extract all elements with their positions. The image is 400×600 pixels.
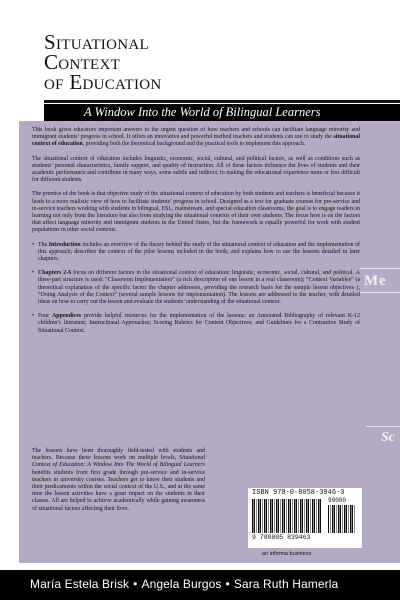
bullet-icon: • xyxy=(32,270,35,277)
barcode-bar xyxy=(355,505,356,533)
barcode-bar xyxy=(312,499,314,533)
closing-paragraph: The lessons have been thoroughly field-tested with students and teachers. Because these lessons work on multiple levels, Situational Context of Education: A Window Into The World of Bilingual Learners benefits students from first grade through pre-service and in-service teachers in university courses. Teachers get to know their students and their predicaments within the social context of the U.S., and at the same time the lesson activities have a great impact on the students in their classes. All are helped to achieve academically while gaining awareness of situational factors affecting their lives. xyxy=(32,448,205,512)
barcode-bar xyxy=(311,499,312,533)
decorative-line xyxy=(366,426,400,427)
barcode-bar xyxy=(332,505,334,533)
barcode-bar xyxy=(288,499,290,533)
barcode-bar xyxy=(258,499,260,533)
book-title-line: Context xyxy=(44,50,121,74)
barcode-bar xyxy=(340,505,341,533)
barcode-bar xyxy=(296,499,297,533)
book-title-line: of Education xyxy=(44,70,162,94)
contents-list xyxy=(32,242,360,335)
barcode-bar xyxy=(299,499,300,533)
author-name: Angela Burgos xyxy=(141,577,222,591)
decorative-line xyxy=(360,268,400,269)
barcode-bar xyxy=(334,505,335,533)
barcode-bar xyxy=(343,505,344,533)
barcode-bar xyxy=(287,499,288,533)
barcode-bar xyxy=(305,499,306,533)
separator-icon: • xyxy=(225,577,230,591)
barcode-bar xyxy=(314,499,315,533)
description-text xyxy=(32,127,360,342)
paragraph: This book gives educators important answers to the urgent question of how teachers and schools can facilitate language minority and immigrant students’ progress in school. It offers an innovative and powerful method teachers and students can use to study the situational context of education, providing both the theoretical background and the practical tools to implement this approach. xyxy=(32,127,360,148)
paragraph: The situational context of education includes linguistic, economic, social, cultural, and political factors, as well as conditions such as students’ personal characteristics, family support, and quality of instruction. All of these factors influence the lives of students and their academic performance and contribute in many ways, some subtle and indirect, to making the educational experience more or less difficult for different students. xyxy=(32,155,360,184)
barcode-bar xyxy=(352,505,353,533)
barcode-bar xyxy=(260,499,261,533)
barcode-addon-icon xyxy=(328,505,356,533)
list-item: • The Introduction includes an overview of the theory behind the study of the situational context of education and the implementation of this approach; describes the context of the pilot lessons included in the book; and explains how to use the lessons detailed in later chapters. xyxy=(32,241,360,263)
barcode-bar xyxy=(328,505,329,533)
barcode-bar xyxy=(350,505,352,533)
barcode-bar xyxy=(276,499,278,533)
barcode-bar xyxy=(272,499,273,533)
list-item: • Four Appendices provide helpful resources for the implementation of the lessons: an Annotated Bibliography of relevant K-12 children’s literature; Instructional Approaches; Scoring Rubrics for Content Objectives; and Guidelines for a Contrastive Study of Situational Context. xyxy=(32,313,360,334)
decorative-line xyxy=(360,292,400,293)
barcode-bar xyxy=(275,499,276,533)
author-name: María Estela Brisk xyxy=(30,577,130,591)
price-code: 90000 xyxy=(328,497,347,504)
barcode-bar xyxy=(263,499,264,533)
barcode-bar xyxy=(344,505,346,533)
barcode-bar xyxy=(264,499,266,533)
list-item: • Chapters 2-6 focus on different factors in the situational context of education: linguistic, economic, social, cultural, and political. A three-part structure is used: “Classroom Implementation” (a rich description of one lesson in a real classroom); “Context Variables” (a theoretical explanation of the specific factor the chapter addresses, providing the research basis for the sample lesson objectives ); “Doing Analysis of the Context” (several sample lessons for implementation). The lessons are addressed to the teacher, with detailed ideas on how to carry out the lesson and evaluate the students’ understanding of the situational context. xyxy=(32,270,361,306)
title-rule xyxy=(44,100,400,103)
author-list xyxy=(30,577,338,591)
barcode-bar xyxy=(317,499,318,533)
book-title xyxy=(44,32,364,92)
barcode-bar xyxy=(308,499,309,533)
barcode-bar xyxy=(254,499,255,533)
barcode-bar xyxy=(331,505,332,533)
authors-band xyxy=(0,570,400,600)
barcode-box xyxy=(248,488,362,548)
barcode-bar xyxy=(257,499,258,533)
barcode-bar xyxy=(269,499,270,533)
barcode-icon xyxy=(252,499,322,533)
barcode-number: 9 780805 839463 xyxy=(252,534,311,541)
barcode-bar xyxy=(270,499,272,533)
barcode-bar xyxy=(306,499,308,533)
barcode-bar xyxy=(337,505,338,533)
publisher-tagline: an informa business xyxy=(262,551,312,557)
barcode-bar xyxy=(278,499,279,533)
subtitle-band xyxy=(44,104,400,121)
barcode-bar xyxy=(281,499,282,533)
barcode-bar xyxy=(252,499,254,533)
barcode-bar xyxy=(338,505,340,533)
author-name: Sara Ruth Hamerla xyxy=(233,577,339,591)
decorative-word-fragment: Me xyxy=(364,273,387,289)
barcode-bar xyxy=(318,499,320,533)
barcode-bar xyxy=(346,505,347,533)
barcode-bar xyxy=(320,499,321,533)
decorative-word-fragment: Sc xyxy=(381,430,395,445)
barcode-bar xyxy=(293,499,294,533)
paragraph: The premise of the book is that objective study of the situational context of education by both students and teachers is beneficial because it leads to a more realistic view of how to facilitate students’ progress in school. Designed as a text for graduate courses for pre-service and in-service teachers working with students in bilingual, ESL, mainstream, and special education classrooms, the goal is to engage readers in learning not only from the literature but also from studying the situational contexts of their own students. The focus here is on the factors that affect language minority and immigrant students in the United States, but the framework is equally powerful for work with student populations in other social contexts. xyxy=(32,191,360,234)
isbn-text: ISBN 978-0-8058-3946-3 xyxy=(252,489,345,497)
barcode-bar xyxy=(300,499,302,533)
barcode-bar xyxy=(282,499,284,533)
barcode-bar xyxy=(294,499,296,533)
book-title-line: Situational xyxy=(44,30,149,54)
bullet-icon: • xyxy=(32,241,35,248)
book-subtitle: A Window Into the World of Bilingual Learners xyxy=(84,105,321,119)
barcode-bar xyxy=(290,499,291,533)
bullet-icon: • xyxy=(32,313,35,320)
barcode-bar xyxy=(349,505,350,533)
barcode-bar xyxy=(302,499,303,533)
barcode-bar xyxy=(284,499,285,533)
barcode-bar xyxy=(266,499,267,533)
separator-icon: • xyxy=(133,577,138,591)
